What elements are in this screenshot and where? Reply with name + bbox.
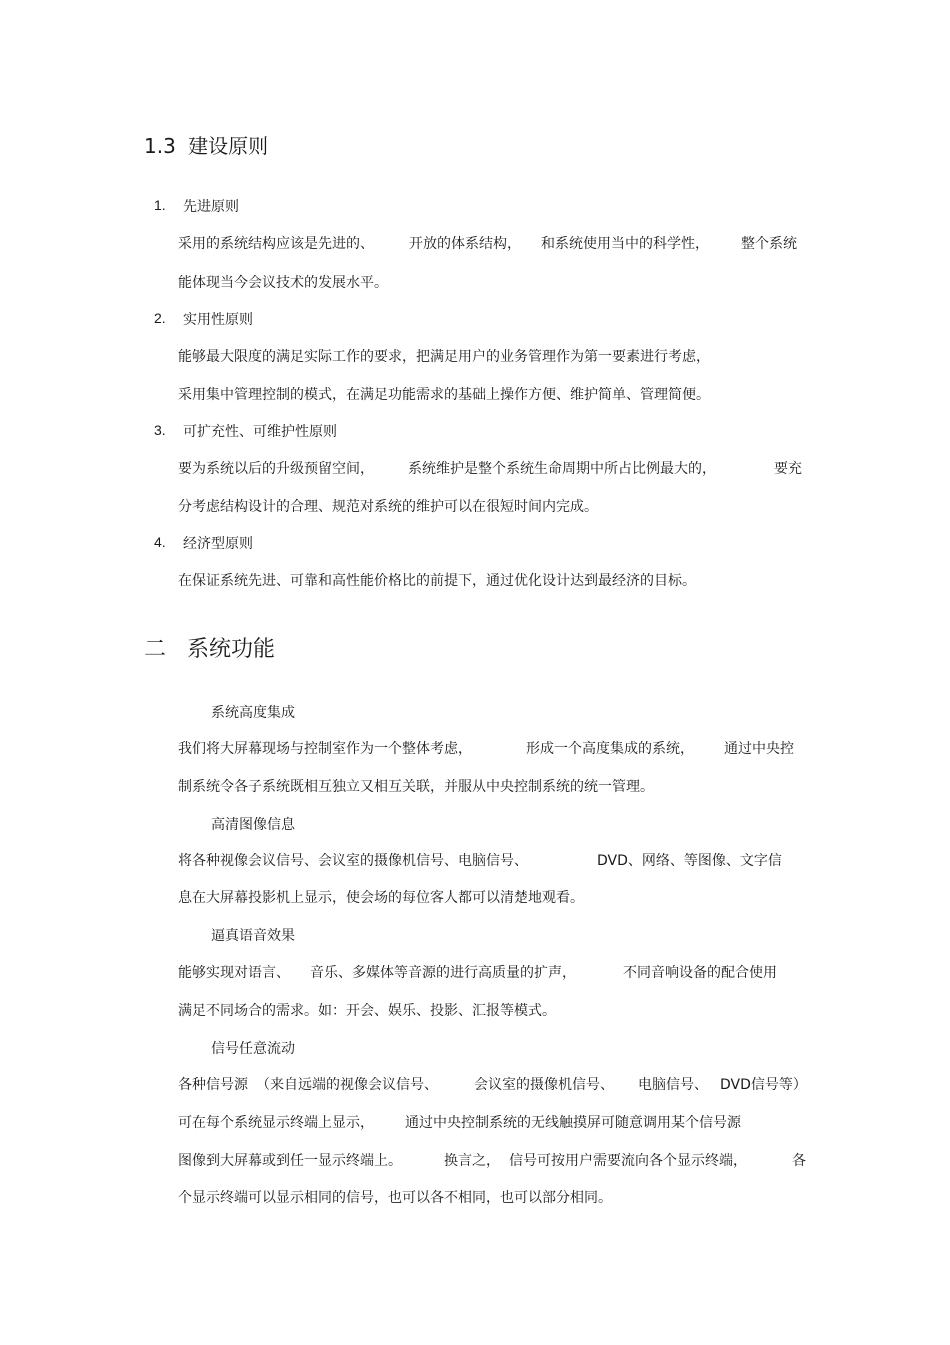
paragraph-line: 各 xyxy=(792,1153,806,1169)
paragraph-line: 可在每个系统显示终端上显示， xyxy=(178,1115,374,1131)
paragraph-line: 不同音响设备的配合使用 xyxy=(623,965,777,981)
item-number: 4. xyxy=(154,534,166,550)
section-title: 系统功能 xyxy=(187,637,276,662)
item-title: 经济型原则 xyxy=(183,536,253,552)
item-number: 2. xyxy=(154,310,166,326)
paragraph-line: 开放的体系结构， xyxy=(409,236,521,252)
paragraph-line: 系统维护是整个系统生命周期中所占比例最大的， xyxy=(408,461,716,477)
paragraph-line: 采用的系统结构应该是先进的、 xyxy=(178,236,374,252)
paragraph-line: 采用集中管理控制的模式，在满足功能需求的基础上操作方便、维护简单、管理简便。 xyxy=(178,387,710,403)
paragraph-line: 各种信号源 xyxy=(178,1077,248,1093)
subsection-title: 逼真语音效果 xyxy=(211,928,295,944)
paragraph-line: 个显示终端可以显示相同的信号，也可以各不相同，也可以部分相同。 xyxy=(178,1190,612,1206)
paragraph-line: 满足不同场合的需求。如：开会、娱乐、投影、汇报等模式。 xyxy=(178,1003,556,1019)
paragraph-line: 图像到大屏幕或到任一显示终端上。 xyxy=(178,1153,402,1169)
paragraph-line: 制系统令各子系统既相互独立又相互关联，并服从中央控制系统的统一管理。 xyxy=(178,779,654,795)
paragraph-line: 音乐、多媒体等音源的进行高质量的扩声， xyxy=(310,965,576,981)
subsection-title: 信号任意流动 xyxy=(211,1041,295,1057)
paragraph-line: 信号可按用户需要流向各个显示终端， xyxy=(509,1153,747,1169)
item-number: 1. xyxy=(154,197,166,213)
paragraph-line: 能够实现对语言、 xyxy=(178,965,290,981)
paragraph-line: 通过中央控制系统的无线触摸屏可随意调用某个信号源 xyxy=(405,1115,741,1131)
subsection-title: 高清图像信息 xyxy=(211,817,295,833)
paragraph-line: 整个系统 xyxy=(741,236,797,252)
paragraph-line: DVD信号等） xyxy=(720,1077,807,1093)
paragraph-line: 形成一个高度集成的系统， xyxy=(526,741,694,757)
item-title: 先进原则 xyxy=(183,199,239,215)
paragraph-line: 息在大屏幕投影机上显示，使会场的每位客人都可以清楚地观看。 xyxy=(178,890,584,906)
section-title: 建设原则 xyxy=(188,134,269,158)
paragraph-line: DVD、网络、等图像、文字信 xyxy=(597,853,782,869)
item-title: 实用性原则 xyxy=(183,312,253,328)
paragraph-line: 要充 xyxy=(774,461,802,477)
paragraph-line: 在保证系统先进、可靠和高性能价格比的前提下，通过优化设计达到最经济的目标。 xyxy=(178,573,696,589)
paragraph-line: 和系统使用当中的科学性， xyxy=(541,236,709,252)
paragraph-line: 将各种视像会议信号、会议室的摄像机信号、电脑信号、 xyxy=(178,853,528,869)
item-number: 3. xyxy=(154,422,166,438)
section-number: 1.3 xyxy=(144,134,176,158)
section-heading-2 xyxy=(144,632,275,663)
paragraph-line: 能够最大限度的满足实际工作的要求，把满足用户的业务管理作为第一要素进行考虑， xyxy=(178,349,710,365)
paragraph-line: 分考虑结构设计的合理、规范对系统的维护可以在很短时间内完成。 xyxy=(178,499,598,515)
paragraph-line: 通过中央控 xyxy=(724,741,794,757)
paragraph-line: 能体现当今会议技术的发展水平。 xyxy=(178,275,388,291)
paragraph-line: 会议室的摄像机信号、 xyxy=(474,1077,614,1093)
paragraph-line: 电脑信号、 xyxy=(638,1077,708,1093)
paragraph-line: 要为系统以后的升级预留空间， xyxy=(178,461,374,477)
subsection-title: 系统高度集成 xyxy=(211,705,295,721)
paragraph-line: （来自远端的视像会议信号、 xyxy=(256,1077,438,1093)
item-title: 可扩充性、可维护性原则 xyxy=(183,424,337,440)
paragraph-line: 换言之， xyxy=(444,1153,500,1169)
section-heading-1-3 xyxy=(144,130,268,159)
paragraph-line: 我们将大屏幕现场与控制室作为一个整体考虑， xyxy=(178,741,472,757)
section-number: 二 xyxy=(144,637,167,662)
